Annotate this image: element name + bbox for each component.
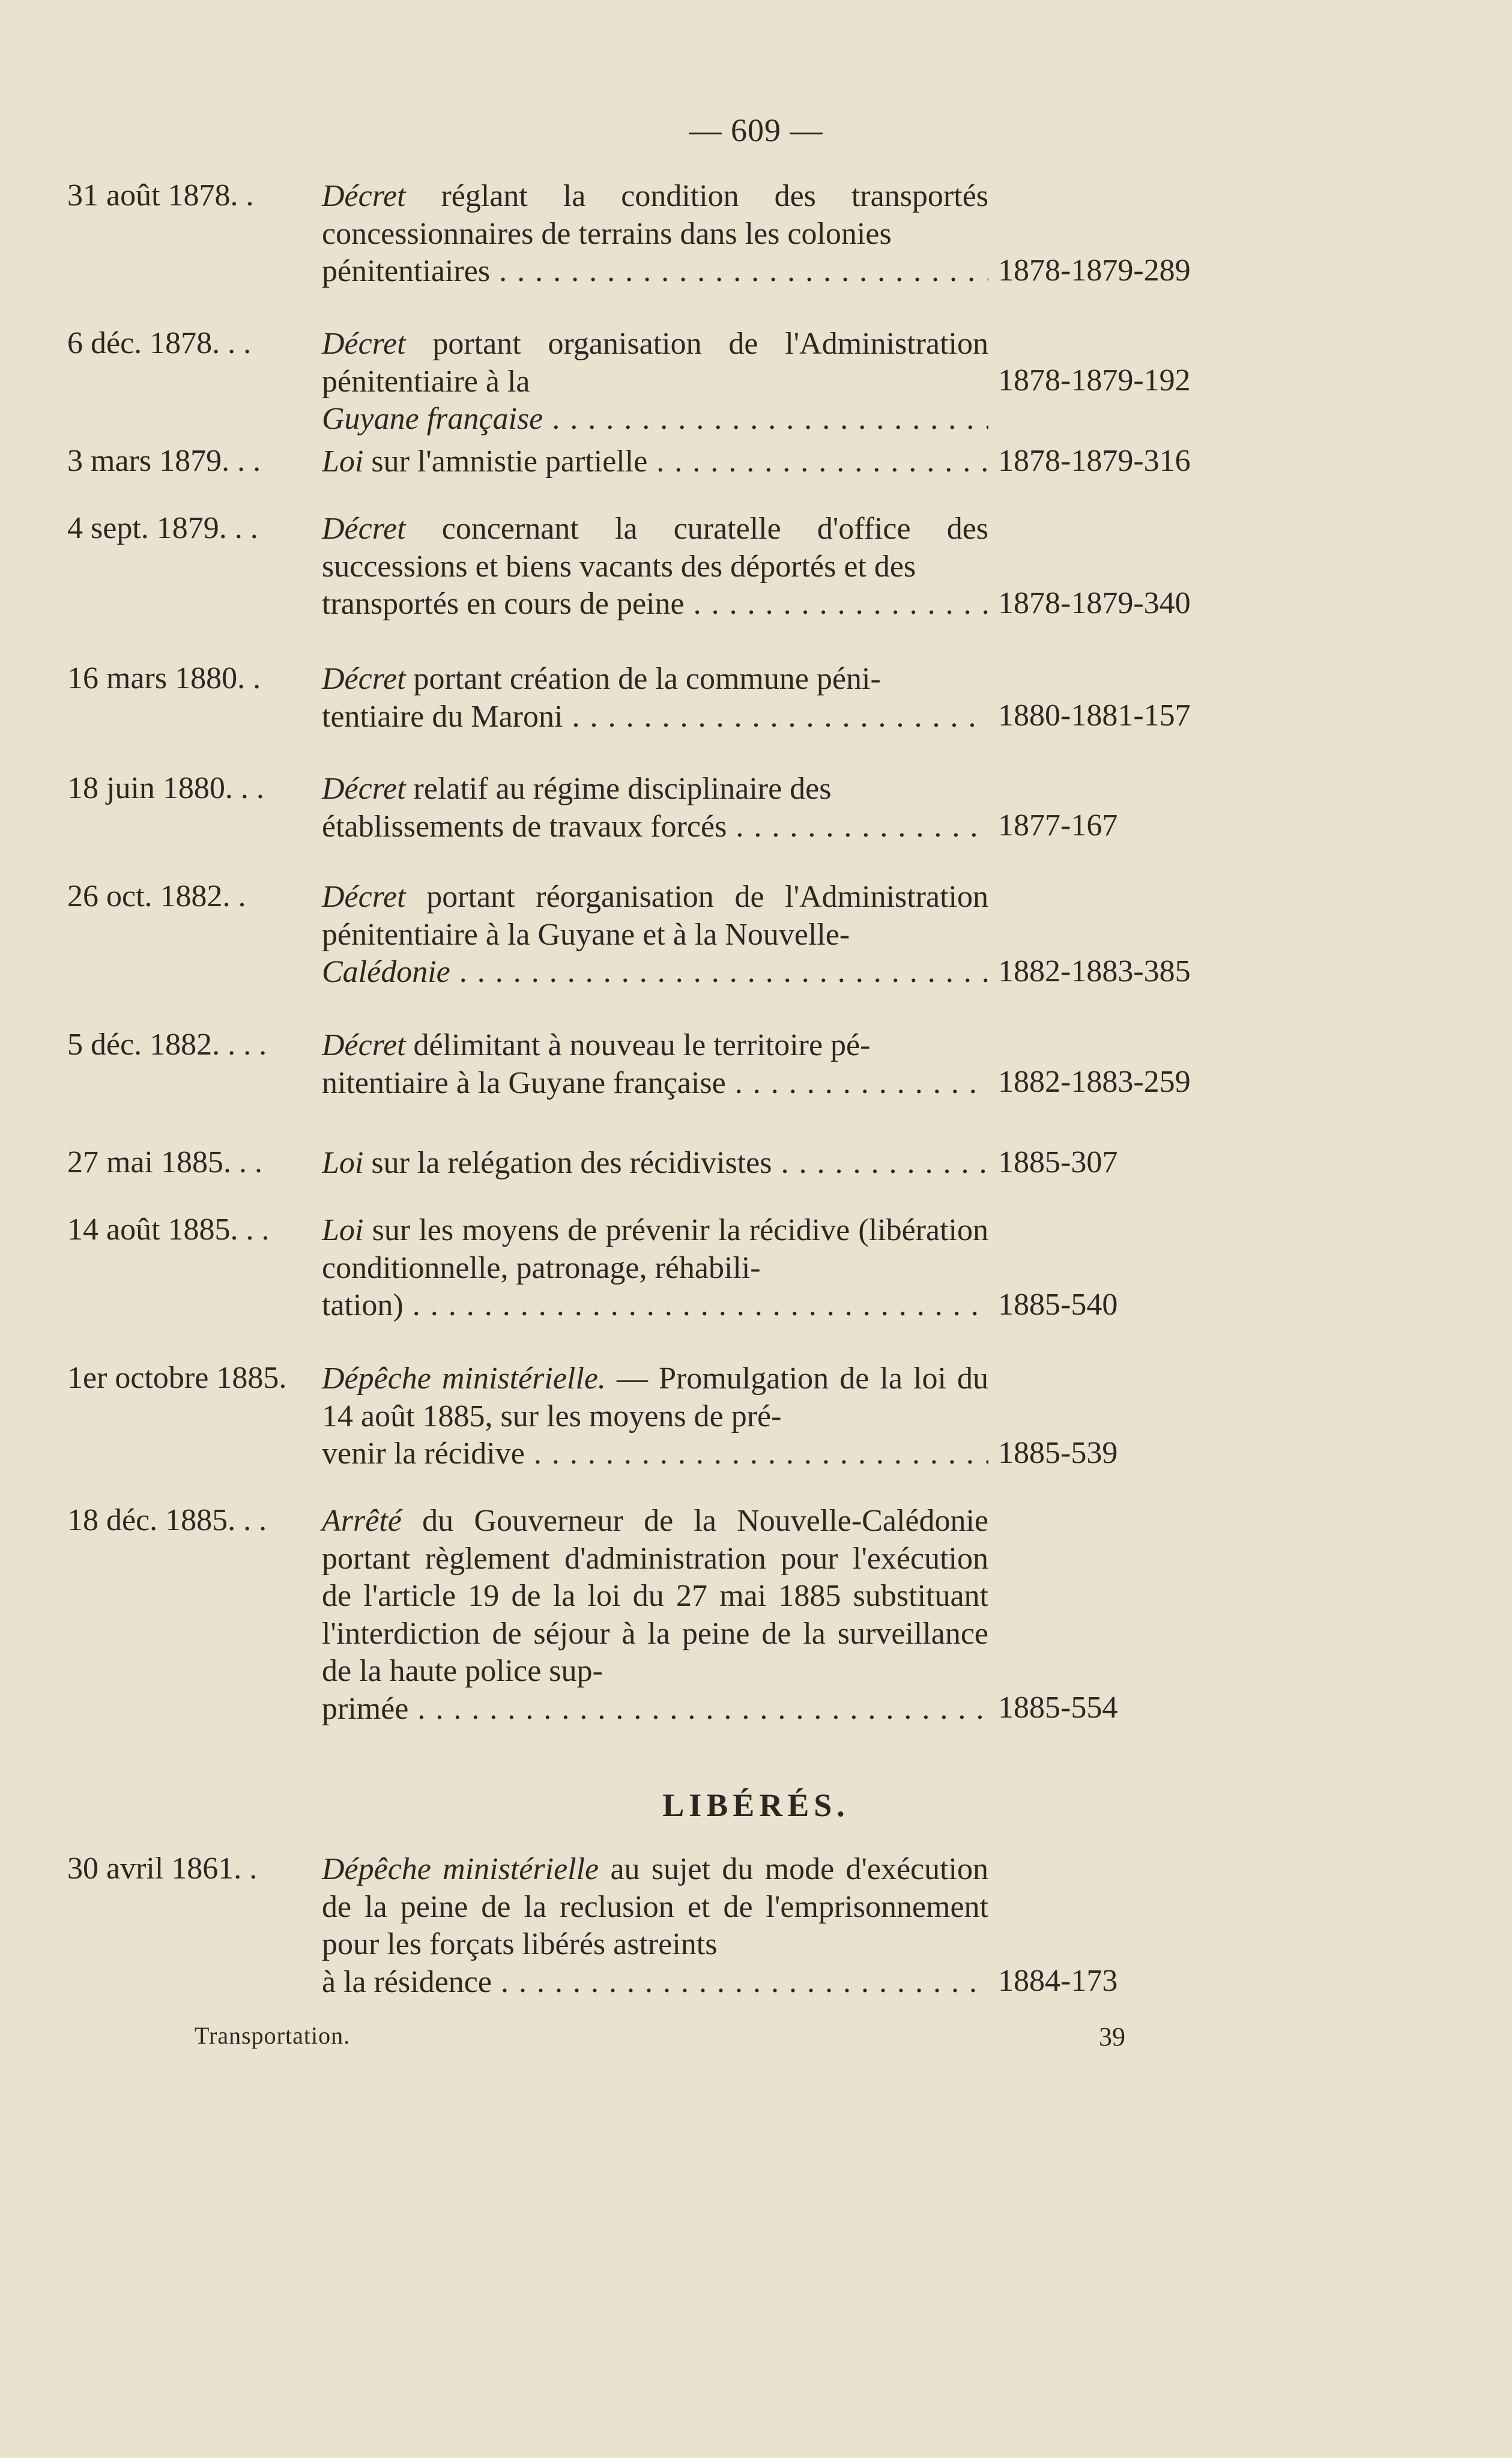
entry-text-last: sur la relégation des récidivistes xyxy=(371,1146,772,1180)
entry-type: Décret xyxy=(322,1028,406,1062)
entry-text: réglant la condition des transportés concessionnaires de terrains dans les colonies xyxy=(322,179,989,251)
entry-description xyxy=(322,1851,988,2001)
entry-text: relatif au régime disciplinaire des xyxy=(413,772,832,806)
entry-date: 6 déc. 1878. . . xyxy=(67,326,252,360)
entry-date xyxy=(67,1360,286,1396)
entry-date: 18 déc. 1885. . . xyxy=(67,1503,267,1537)
entry-date-text: 1er octobre 1885. xyxy=(67,1361,287,1395)
entry-date: 4 sept. 1879. . . xyxy=(67,511,258,545)
entry-description xyxy=(322,1027,988,1102)
entry-description xyxy=(322,443,988,481)
page-number: — 609 — xyxy=(689,112,823,148)
entry-reference: 1885-540 xyxy=(998,1288,1118,1322)
entry-date: 26 oct. 1882. . xyxy=(67,879,246,913)
entry-description xyxy=(322,1212,988,1325)
entry-text: portant création de la commune péni- xyxy=(413,662,881,696)
entry-type: Dépêche ministérielle xyxy=(322,1852,599,1886)
entry-reference: 1878-1879-289 xyxy=(998,253,1191,288)
entry-text-last: Calédonie xyxy=(322,955,450,989)
entry-text-last: transportés en cours de peine . . . xyxy=(322,586,988,623)
entry-description xyxy=(322,325,988,438)
entry-description xyxy=(322,661,988,736)
entry-text-last: pénitentiaires . . . xyxy=(322,253,988,291)
entry-description xyxy=(322,879,988,991)
entry-description xyxy=(322,1503,988,1728)
entry-reference: 1880-1881-157 xyxy=(998,698,1191,733)
entry-type: Dépêche ministérielle. xyxy=(322,1361,606,1396)
signature-mark: 39 xyxy=(1099,2022,1125,2051)
entry-type: Décret xyxy=(322,179,406,213)
entry-type: Décret xyxy=(322,512,406,546)
entry-text: portant organisation de l'Administration pénitentiaire à la xyxy=(322,327,989,399)
entry-text: sur les moyens de prévenir la récidive (libération conditionnelle, patronage, réhabili- xyxy=(322,1213,989,1285)
entry-reference: 1885-307 xyxy=(998,1145,1118,1179)
entry-text: délimitant à nouveau le territoire pé- xyxy=(413,1028,871,1062)
entry-description xyxy=(322,770,988,846)
entry-text: — Promulgation de la loi du 14 août 1885, sur les moyens de pré- xyxy=(322,1361,989,1433)
entry-text-last: établissements de travaux forcés . . . xyxy=(322,808,988,846)
entry-reference: 1878-1879-340 xyxy=(998,586,1191,620)
entry-text-italic: Guyane française xyxy=(322,402,543,436)
entry-date: 14 août 1885. . . xyxy=(67,1212,270,1247)
entry-date: 18 juin 1880. . . xyxy=(67,771,264,805)
entry-date: 27 mai 1885. . . xyxy=(67,1145,262,1179)
entry-text-last: tation) . . . xyxy=(322,1287,988,1325)
entry-description xyxy=(322,1145,988,1182)
entry-type: Arrêté xyxy=(322,1504,402,1538)
entry-description xyxy=(322,1360,988,1473)
entry-text-last: sur l'amnistie partielle xyxy=(371,444,648,479)
entry-type: Décret xyxy=(322,772,406,806)
entry-text: portant réorganisation de l'Administration pénitentiaire à la Guyane et à la Nouvelle- xyxy=(322,880,988,952)
entry-text: au sujet du mode d'exécution de la peine de la reclusion et de l'emprisonnement pour les forçats libérés astreints xyxy=(322,1852,989,1961)
entry-reference: 1885-554 xyxy=(998,1691,1118,1725)
entry-date: 30 avril 1861. . xyxy=(67,1851,258,1886)
running-footer: Transportation. xyxy=(195,2022,351,2049)
entry-text-last: tentiaire du Maroni . . . xyxy=(322,698,988,736)
entry-date: 16 mars 1880. . xyxy=(67,661,261,695)
entry-text: du Gouverneur de la Nouvelle-Calédonie portant règlement d'administration pour l'exécution de l'article 19 de la loi du 27 mai 1885 substituant l'interdiction de séjour à la peine de la surveillance de la haute police sup- xyxy=(322,1504,988,1688)
entry-text-last: primée . . . xyxy=(322,1691,988,1728)
entry-type: Décret xyxy=(322,880,406,914)
entry-description xyxy=(322,510,988,623)
entry-reference: 1882-1883-259 xyxy=(998,1065,1191,1099)
entry-reference: 1878-1879-316 xyxy=(998,444,1191,478)
entry-description xyxy=(322,178,988,291)
entry-type: Décret xyxy=(322,662,406,696)
entry-reference: 1885-539 xyxy=(998,1436,1118,1470)
entry-reference: 1882-1883-385 xyxy=(998,954,1191,988)
entry-type: Décret xyxy=(322,327,406,361)
entry-text-last: venir la récidive . . . xyxy=(322,1435,988,1473)
entry-type: Loi xyxy=(322,444,364,479)
section-heading: LIBÉRÉS. xyxy=(662,1787,850,1823)
entry-text: concernant la curatelle d'office des successions et biens vacants des déportés et des xyxy=(322,512,989,584)
entry-type: Loi xyxy=(322,1146,364,1180)
entry-date: 31 août 1878. . xyxy=(67,178,254,213)
entry-reference: 1878-1879-192 xyxy=(998,363,1191,398)
entry-date: 3 mars 1879. . . xyxy=(67,444,261,478)
entry-reference: 1884-173 xyxy=(998,1964,1118,1998)
entry-text-last: à la résidence . . . xyxy=(322,1964,988,2002)
entry-text-last: nitentiaire à la Guyane française . . . xyxy=(322,1065,988,1103)
entry-date: 5 déc. 1882. . . . xyxy=(67,1028,267,1062)
entry-reference: 1877-167 xyxy=(998,808,1118,843)
entry-type: Loi xyxy=(322,1213,364,1247)
